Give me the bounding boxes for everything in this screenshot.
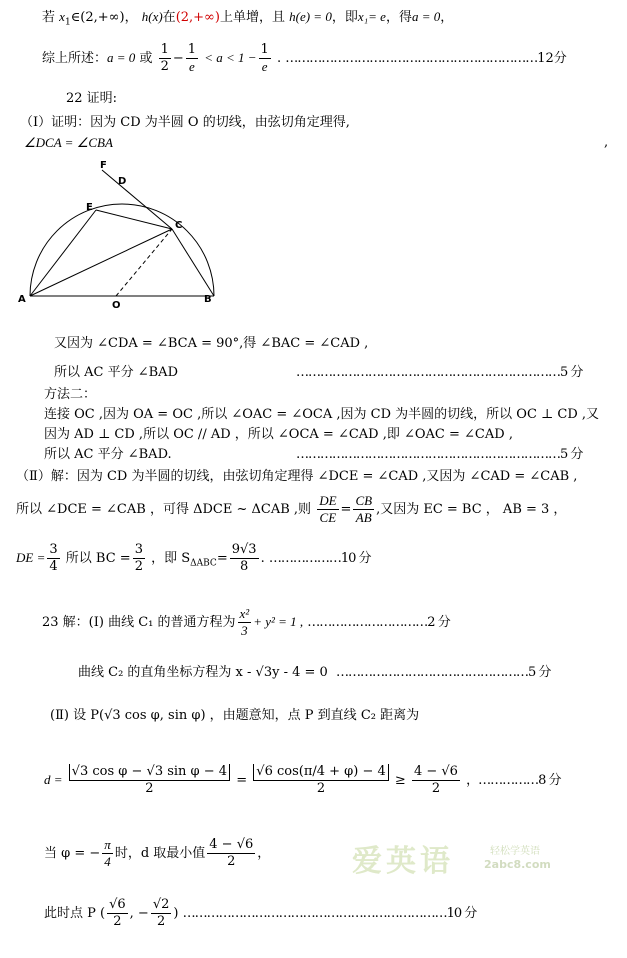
- p22b-line1: 又因为 ∠CDA = ∠BCA = 90°,得 ∠BAC = ∠CAD ,: [54, 336, 369, 351]
- p23-line2-score: …………………………………………5 分: [336, 665, 551, 680]
- line-ae: [30, 210, 96, 296]
- label-a: A: [18, 294, 26, 305]
- label-d: D: [118, 176, 127, 187]
- p23-line1: 23 解：(Ⅰ) 曲线 C₁ 的普通方程为 $\frac{\text{x²}}{3}$ + y² = 1 , …………………………2 分: [42, 606, 450, 638]
- p23-line3: (Ⅱ) 设 P(√3 cos φ, sin φ) ，由题意知，点 P 到直线 C₂ 距离为: [50, 708, 420, 723]
- p23-line6: 此时点 P ( $\frac{√6}{2}$ , − $\frac{√2}{2}$ ) …………………………………………………………10 分: [44, 897, 477, 929]
- p22-line2: ∠DCA = ∠CBA: [24, 135, 113, 150]
- p22c-line2: 所以 ∠DCE = ∠CAB ，可得 ΔDCE ~ ΔCAB ,则 $\frac{DE}{CE}$ = $\frac{CB}{AB}$ ,又因为 EC = BC ， AB = 3 ，: [16, 493, 567, 525]
- p22b-line6-score: …………………………………………………………5 分: [296, 447, 583, 462]
- p22b-line4: 连接 OC ,因为 OA = OC ,所以 ∠OAC = ∠OCA ,因为 CD 为半圆的切线，所以 OC ⊥ CD ,又: [44, 407, 600, 422]
- p22b-line2-score: …………………………………………………………5 分: [296, 365, 583, 380]
- p22b-line5: 因为 AD ⊥ CD ,所以 OC // AD ，所以 ∠OCA = ∠CAD ,即 ∠OAC = ∠CAD ,: [44, 427, 513, 442]
- semicircle-arc: [30, 204, 214, 296]
- p22-comma: ,: [604, 135, 609, 150]
- label-e: E: [86, 202, 93, 213]
- line-2-summary: 综上所述：a = 0 或 $\frac{1}{2}$ − $\frac{1}{e}$ < a < 1 − $\frac{1}{e}$ . ………………………………………………………12分: [42, 42, 567, 74]
- p23-distance-formula: d = $\frac{\text{√3 cos φ − √3 sin φ − 4}}{2}$ = $\frac{√6 \cos(\pi/4 + \varphi) - 4}{2}$ ≥ $\frac{4 - √6}{2}$ ，……………8 分: [44, 764, 561, 796]
- interval-highlight: (2,+∞): [175, 10, 220, 25]
- p22c-line3: DE = $\frac{3}{4}$ 所以 BC = $\frac{3}{2}$ ，即 $S_{\Delta ABC}=$ $\frac{9√3}{8}$ . ………………10 分: [16, 542, 371, 574]
- p22-title: 22 证明:: [66, 91, 118, 106]
- p22b-line2: 所以 AC 平分 ∠BAD: [54, 365, 178, 380]
- p22b-line6: 所以 AC 平分 ∠BAD.: [44, 447, 172, 462]
- label-b: B: [204, 294, 212, 305]
- label-f: F: [100, 160, 107, 171]
- p23-line5: 当 φ = − $\frac{\pi}{4}$ 时，d 取最小值 $\frac{4 - √6}{2}$ ，: [44, 837, 271, 869]
- line-ac: [30, 229, 172, 296]
- label-o: O: [112, 300, 121, 311]
- p22b-line3: 方法二：: [44, 387, 97, 402]
- p22c-line1: （Ⅱ）解：因为 CD 为半圆的切线，由弦切角定理得 ∠DCE = ∠CAD ,又因为 ∠CAD = ∠CAB ,: [16, 469, 578, 484]
- p22-line1: （Ⅰ）证明：因为 CD 为半圆 O 的切线，由弦切角定理得,: [20, 115, 350, 130]
- line-1: 若 $x_1\in(2,+\infty)$， h(x)在(2,+∞)上单增，且 h(e) = 0，即x₁= e，得a = 0，: [42, 9, 454, 28]
- line-oc-dashed: [116, 229, 172, 296]
- watermark-logo: 爱英语 轻松学英语 2abc8.com: [352, 844, 551, 879]
- geometry-figure: [14, 156, 234, 316]
- p23-line2: 曲线 C₂ 的直角坐标方程为 x - √3y - 4 = 0: [78, 665, 328, 680]
- label-c: C: [175, 220, 183, 231]
